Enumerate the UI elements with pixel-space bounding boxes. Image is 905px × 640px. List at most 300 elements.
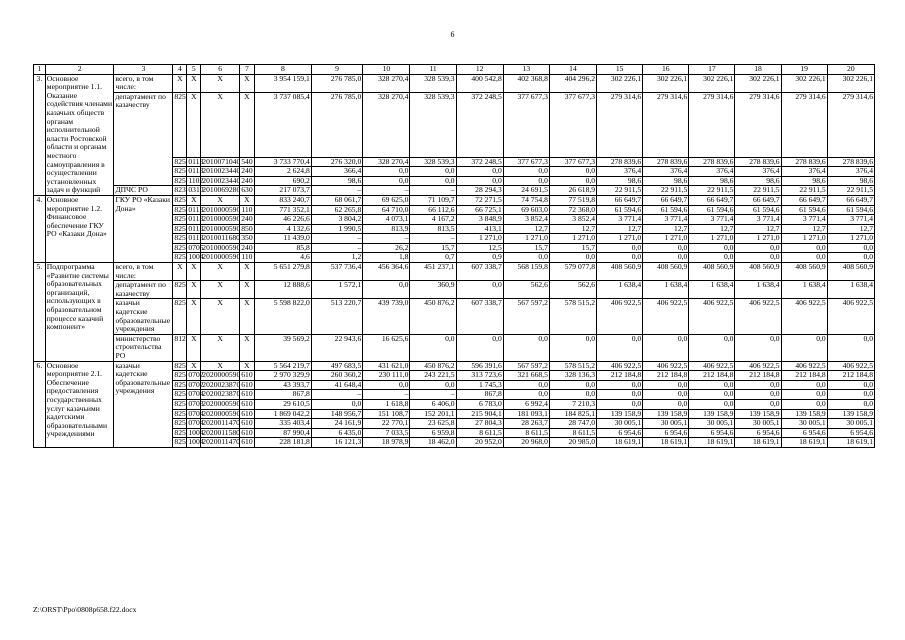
budget-code-cell: 2010000590	[202, 223, 241, 233]
amount-cell: –	[311, 243, 362, 253]
amount-cell: 6 954,6	[827, 428, 874, 438]
amount-cell: 4 132,6	[254, 224, 311, 234]
budget-code-cell: 2010011680	[202, 233, 240, 243]
amount-cell: 6 435,0	[311, 428, 362, 438]
budget-code-cell: 825	[173, 92, 187, 157]
amount-cell: 181 093,1	[503, 409, 549, 419]
amount-cell: 66 649,7	[781, 195, 827, 205]
amount-cell: 302 226,1	[827, 74, 874, 92]
amount-cell: 276 785,0	[311, 74, 362, 92]
amount-cell: 98,6	[827, 176, 874, 186]
column-number-cell: 3	[114, 65, 173, 75]
budget-code-cell: Х	[173, 74, 187, 92]
amount-cell: 302 226,1	[735, 74, 781, 92]
amount-cell: 24 691,5	[503, 186, 549, 196]
budget-code-cell: 0705	[188, 242, 204, 252]
budget-code-cell: 2010000590	[202, 204, 241, 214]
amount-cell: 0,0	[549, 167, 596, 177]
budget-code-cell: 0113	[188, 204, 204, 214]
amount-cell: 431 621,0	[363, 361, 410, 371]
amount-cell: 771 352,1	[254, 205, 311, 215]
amount-cell: 0,0	[410, 334, 456, 361]
executor-cell: казачьи кадетские образовательные учреждения	[114, 361, 173, 447]
amount-cell: 20 968,0	[503, 438, 549, 448]
budget-code-cell: Х	[239, 299, 254, 334]
measure-name-cell: Основное мероприятие 2.1. Обеспечение предоставления государственных услуг казачьими кадетскими образовательными учреждениями	[45, 361, 114, 447]
budget-code-cell: 1004	[188, 437, 204, 447]
column-number-cell: 19	[781, 65, 827, 75]
budget-code-cell: 825	[173, 299, 187, 334]
executor-cell: всего, в том числе:	[114, 74, 173, 92]
amount-cell: 6 783,0	[456, 399, 503, 409]
amount-cell: 1 638,4	[735, 281, 781, 299]
budget-code-cell: 610	[241, 398, 253, 408]
amount-cell: –	[410, 390, 456, 400]
budget-code-cell: 823	[174, 185, 186, 195]
amount-cell: 16 121,3	[311, 438, 362, 448]
amount-cell: 69 603,0	[503, 205, 549, 215]
amount-cell: 279 314,6	[597, 92, 643, 157]
budget-code-cell: 825	[174, 379, 186, 389]
measure-name-cell: Основное мероприятие 1.1. Оказание содействия членами казачьих обществ органам исполнительной власти Ростовской области и органам местного самоуправления в осуществлении установленных задач и функций	[46, 73, 113, 195]
amount-cell: 376,4	[827, 167, 874, 177]
amount-cell: 22 911,5	[643, 186, 689, 196]
column-number-cell: 12	[456, 65, 503, 75]
amount-cell: 228 181,8	[254, 438, 311, 448]
amount-cell: 5 598 822,0	[254, 299, 311, 334]
amount-cell: 279 314,6	[781, 92, 827, 157]
amount-cell: 20 952,0	[456, 438, 503, 448]
amount-cell: 0,0	[689, 390, 735, 400]
budget-code-cell: Х	[187, 361, 201, 371]
budget-code-cell: 2020000590	[202, 370, 241, 380]
amount-cell: 690,2	[254, 176, 311, 186]
amount-cell: 212 184,8	[597, 371, 643, 381]
budget-code-cell: Х	[239, 92, 254, 157]
amount-cell: 3 771,4	[781, 215, 827, 225]
column-number-cell: 9	[311, 65, 362, 75]
amount-cell: –	[311, 186, 362, 196]
budget-code-cell: 110	[241, 204, 253, 214]
amount-cell: 1 271,0	[643, 234, 689, 244]
budget-code-cell: 0702	[188, 370, 204, 380]
budget-code-cell: 825	[174, 156, 186, 166]
amount-cell: 2 970 329,9	[254, 371, 311, 381]
amount-cell: 0,0	[781, 390, 827, 400]
amount-cell: 302 226,1	[597, 74, 643, 92]
table-row	[34, 334, 875, 361]
amount-cell: 328 539,3	[410, 92, 456, 157]
amount-cell: 279 314,6	[643, 92, 689, 157]
amount-cell: 12,7	[643, 224, 689, 234]
amount-cell: 456 364,6	[363, 263, 410, 281]
amount-cell: 64 710,0	[363, 205, 410, 215]
budget-code-cell: 2010023440	[202, 166, 241, 176]
amount-cell: 451 237,1	[410, 263, 456, 281]
amount-cell: 28 263,7	[503, 419, 549, 429]
column-number-cell: 2	[45, 65, 114, 75]
amount-cell: 562,6	[549, 281, 596, 299]
amount-cell: 6 959,8	[410, 428, 456, 438]
budget-code-cell: Х	[239, 281, 254, 299]
amount-cell: 18 619,1	[597, 438, 643, 448]
budget-code-cell: Х	[201, 92, 240, 157]
table-row	[34, 281, 875, 299]
amount-cell: 0,0	[549, 334, 596, 361]
amount-cell: 87 990,4	[254, 428, 311, 438]
amount-cell: –	[311, 390, 362, 400]
amount-cell: 335 403,4	[254, 419, 311, 429]
amount-cell: –	[363, 390, 410, 400]
amount-cell: 98,6	[311, 176, 362, 186]
budget-code-cell: 2010000590	[202, 214, 241, 224]
amount-cell: 139 158,9	[781, 409, 827, 419]
amount-cell: 0,0	[781, 253, 827, 263]
amount-cell: 607 338,7	[456, 263, 503, 281]
amount-cell: 0,0	[503, 334, 549, 361]
amount-cell: 1 271,0	[689, 234, 735, 244]
budget-code-cell: 812	[173, 334, 187, 361]
amount-cell: 278 839,6	[735, 157, 781, 167]
amount-cell: 1 638,4	[827, 281, 874, 299]
amount-cell: 12,7	[597, 224, 643, 234]
amount-cell: 404 296,2	[549, 74, 596, 92]
amount-cell: 1 990,5	[311, 224, 362, 234]
budget-code-cell: 240	[241, 214, 253, 224]
budget-code-cell: 0702	[188, 379, 204, 389]
amount-cell: 3 771,4	[735, 215, 781, 225]
amount-cell: 22 911,5	[781, 186, 827, 196]
amount-cell: 0,9	[456, 253, 503, 263]
amount-cell: 376,4	[643, 167, 689, 177]
amount-cell: 406 922,5	[689, 361, 735, 371]
budget-table	[33, 64, 875, 448]
amount-cell: –	[363, 234, 410, 244]
amount-cell: 562,6	[503, 281, 549, 299]
amount-cell: 328 539,3	[410, 157, 456, 167]
budget-code-cell: 825	[174, 408, 186, 418]
column-number-cell: 1	[34, 65, 46, 75]
amount-cell: 1 271,0	[549, 234, 596, 244]
table-row	[34, 74, 875, 92]
amount-cell: 0,0	[689, 253, 735, 263]
amount-cell: 6 954,6	[735, 428, 781, 438]
amount-cell: 278 839,6	[781, 157, 827, 167]
budget-code-cell: Х	[201, 195, 240, 205]
amount-cell: 579 077,8	[549, 263, 596, 281]
budget-code-cell: 2010069280	[202, 185, 241, 195]
amount-cell: 0,0	[597, 334, 643, 361]
amount-cell: 212 184,8	[781, 371, 827, 381]
budget-code-cell: 0113	[188, 233, 204, 243]
amount-cell: 377 677,3	[503, 92, 549, 157]
amount-cell: 276 785,0	[311, 92, 362, 157]
amount-cell: 0,0	[597, 399, 643, 409]
amount-cell: 5 651 279,8	[254, 263, 311, 281]
amount-cell: 30 005,1	[735, 419, 781, 429]
amount-cell: 408 560,9	[689, 263, 735, 281]
budget-code-cell: 825	[174, 252, 186, 262]
amount-cell: 450 876,2	[410, 299, 456, 334]
budget-code-cell: 825	[174, 398, 186, 408]
amount-cell: 29 610,5	[254, 399, 311, 409]
amount-cell: 0,0	[781, 243, 827, 253]
amount-cell: 12,5	[456, 243, 503, 253]
amount-cell: 0,0	[503, 167, 549, 177]
amount-cell: 260 360,2	[311, 371, 362, 381]
amount-cell: 1 271,0	[597, 234, 643, 244]
executor-cell: департамент по казачеству	[114, 281, 173, 299]
amount-cell: –	[363, 186, 410, 196]
amount-cell: 0,0	[735, 390, 781, 400]
executor-cell: ДПЧС РО	[114, 186, 173, 196]
budget-code-cell: 825	[174, 194, 186, 204]
amount-cell: 0,0	[827, 243, 874, 253]
amount-cell: 408 560,9	[827, 263, 874, 281]
amount-cell: 1 638,4	[781, 281, 827, 299]
amount-cell: 18 619,1	[643, 438, 689, 448]
amount-cell: 3 771,4	[597, 215, 643, 225]
amount-cell: 139 158,9	[597, 409, 643, 419]
budget-code-cell: 240	[241, 175, 253, 185]
budget-code-cell: 825	[174, 427, 186, 437]
amount-cell: 0,0	[456, 167, 503, 177]
amount-cell: 406 922,5	[827, 361, 874, 371]
amount-cell: 408 560,9	[643, 263, 689, 281]
amount-cell: 5 564 219,7	[254, 361, 311, 371]
row-number-cell: 6.	[34, 361, 46, 447]
amount-cell: 15,7	[503, 243, 549, 253]
column-number-cell: 18	[735, 65, 781, 75]
amount-cell: 578 515,2	[549, 361, 596, 371]
amount-cell: 0,0	[503, 390, 549, 400]
amount-cell: 27 804,3	[456, 419, 503, 429]
amount-cell: 7 210,3	[549, 399, 596, 409]
amount-cell: 6 992,4	[503, 399, 549, 409]
budget-code-cell: Х	[239, 263, 254, 281]
amount-cell: 3 771,4	[643, 215, 689, 225]
amount-cell: 0,0	[735, 399, 781, 409]
amount-cell: 217 073,7	[254, 186, 311, 196]
amount-cell: 0,0	[735, 253, 781, 263]
amount-cell: 1 745,3	[456, 380, 503, 390]
budget-code-cell: 825	[174, 242, 186, 252]
amount-cell: 8 611,5	[503, 428, 549, 438]
column-number-row	[34, 65, 875, 75]
amount-cell: 152 201,1	[410, 409, 456, 419]
amount-cell: 6 954,6	[643, 428, 689, 438]
amount-cell: 98,6	[781, 176, 827, 186]
amount-cell: 72 368,0	[549, 205, 596, 215]
budget-code-cell: 630	[241, 185, 253, 195]
budget-code-cell: 825	[174, 223, 186, 233]
amount-cell: 867,8	[254, 390, 311, 400]
budget-code-cell: 825	[174, 418, 186, 428]
budget-code-cell: 2010023440	[202, 175, 241, 185]
amount-cell: 0,0	[827, 380, 874, 390]
amount-cell: 302 226,1	[781, 74, 827, 92]
amount-cell: 18 619,1	[689, 438, 735, 448]
budget-code-cell: 240	[241, 166, 253, 176]
amount-cell: 279 314,6	[735, 92, 781, 157]
budget-code-cell: 610	[241, 437, 253, 447]
amount-cell: 74 754,8	[503, 195, 549, 205]
amount-cell: 39 569,2	[254, 334, 311, 361]
amount-cell: 0,0	[781, 399, 827, 409]
measure-name-cell: Основное мероприятие 1.2. Финансовое обеспечение ГКУ РО «Казаки Дона»	[45, 195, 114, 262]
amount-cell: 0,0	[827, 253, 874, 263]
table-row	[34, 186, 875, 196]
amount-cell: 0,0	[781, 334, 827, 361]
budget-code-cell: 2020011470	[202, 437, 240, 447]
column-number-cell: 10	[363, 65, 410, 75]
amount-cell: 0,0	[643, 390, 689, 400]
amount-cell: 8 611,5	[456, 428, 503, 438]
column-number-cell: 15	[597, 65, 643, 75]
amount-cell: 1 618,8	[363, 399, 410, 409]
column-number-cell: 6	[201, 65, 240, 75]
amount-cell: 15,7	[410, 243, 456, 253]
amount-cell: 66 649,7	[827, 195, 874, 205]
amount-cell: 0,0	[597, 380, 643, 390]
amount-cell: –	[410, 186, 456, 196]
amount-cell: –	[311, 234, 362, 244]
amount-cell: 3 737 085,4	[254, 92, 311, 157]
budget-code-cell: Х	[187, 281, 201, 299]
amount-cell: 0,0	[410, 380, 456, 390]
amount-cell: 139 158,9	[827, 409, 874, 419]
amount-cell: 212 184,8	[689, 371, 735, 381]
budget-code-cell: 610	[241, 418, 253, 428]
budget-code-cell: Х	[201, 281, 240, 299]
column-number-cell: 8	[254, 65, 311, 75]
amount-cell: 30 005,1	[781, 419, 827, 429]
amount-cell: 408 560,9	[735, 263, 781, 281]
amount-cell: 1 271,0	[456, 234, 503, 244]
amount-cell: 61 594,6	[689, 205, 735, 215]
budget-code-cell: 2020023870	[202, 389, 241, 399]
amount-cell: 22 911,5	[597, 186, 643, 196]
amount-cell: 406 922,5	[597, 361, 643, 371]
amount-cell: 12 888,6	[254, 281, 311, 299]
amount-cell: 1 638,4	[643, 281, 689, 299]
budget-code-cell: 240	[241, 242, 253, 252]
amount-cell: 1 271,0	[735, 234, 781, 244]
amount-cell: 1 271,0	[503, 234, 549, 244]
budget-code-cell: Х	[187, 263, 201, 281]
amount-cell: 77 519,8	[549, 195, 596, 205]
amount-cell: 30 005,1	[689, 419, 735, 429]
amount-cell: 230 111,0	[363, 371, 410, 381]
amount-cell: 568 159,8	[503, 263, 549, 281]
amount-cell: 596 391,6	[456, 361, 503, 371]
amount-cell: 0,0	[503, 380, 549, 390]
amount-cell: 406 922,5	[597, 299, 643, 334]
amount-cell: 18 619,1	[781, 438, 827, 448]
amount-cell: 6 954,6	[689, 428, 735, 438]
amount-cell: 366,4	[311, 167, 362, 177]
amount-cell: 22 911,5	[827, 186, 874, 196]
amount-cell: 1 638,4	[597, 281, 643, 299]
column-number-cell: 11	[410, 65, 456, 75]
budget-code-cell: 825	[174, 175, 186, 185]
budget-code-cell: Х	[239, 74, 254, 92]
amount-cell: 98,6	[689, 176, 735, 186]
measure-name-cell: Подпрограмма «Развитие системы образовательных организаций, использующих в образовательном процессе казачий компонент»	[45, 263, 114, 362]
amount-cell: 11 439,0	[254, 234, 311, 244]
amount-cell: 278 839,6	[827, 157, 874, 167]
budget-code-cell: 110	[241, 252, 253, 262]
amount-cell: 46 226,6	[254, 215, 311, 225]
executor-cell: министерство строительства РО	[114, 334, 173, 361]
budget-code-cell: 540	[241, 156, 253, 166]
amount-cell: 68 061,7	[311, 195, 362, 205]
amount-cell: 0,0	[311, 399, 362, 409]
budget-code-cell: 2020000590	[202, 408, 241, 418]
amount-cell: 24 161,9	[311, 419, 362, 429]
amount-cell: 360,9	[410, 281, 456, 299]
budget-code-cell: Х	[187, 74, 201, 92]
executor-cell: ГКУ РО «Казаки Дона»	[114, 195, 173, 262]
amount-cell: 0,0	[643, 399, 689, 409]
amount-cell: 302 226,1	[643, 74, 689, 92]
amount-cell: 212 184,8	[735, 371, 781, 381]
amount-cell: 1,8	[363, 253, 410, 263]
amount-cell: 0,7	[410, 253, 456, 263]
budget-code-cell: 1004	[188, 427, 204, 437]
amount-cell: 0,0	[643, 334, 689, 361]
budget-code-cell: 610	[241, 408, 253, 418]
amount-cell: 377 677,3	[549, 157, 596, 167]
amount-cell: 28 294,3	[456, 186, 503, 196]
amount-cell: 376,4	[689, 167, 735, 177]
amount-cell: 0,0	[549, 253, 596, 263]
budget-code-cell: 0113	[188, 223, 204, 233]
budget-code-cell: 850	[241, 223, 253, 233]
amount-cell: 406 922,5	[827, 299, 874, 334]
amount-cell: 0,0	[363, 167, 410, 177]
amount-cell: 66 649,7	[597, 195, 643, 205]
amount-cell: 321 668,5	[503, 371, 549, 381]
amount-cell: 372 248,5	[456, 92, 503, 157]
budget-code-cell: 825	[174, 166, 186, 176]
amount-cell: 184 825,1	[549, 409, 596, 419]
amount-cell: 376,4	[781, 167, 827, 177]
amount-cell: 22 943,6	[311, 334, 362, 361]
amount-cell: 98,6	[735, 176, 781, 186]
amount-cell: 567 597,2	[503, 299, 549, 334]
budget-code-cell: 2010071040	[202, 156, 241, 166]
amount-cell: 71 109,7	[410, 195, 456, 205]
amount-cell: 0,0	[781, 380, 827, 390]
amount-cell: 0,0	[363, 176, 410, 186]
amount-cell: 4 073,1	[363, 215, 410, 225]
amount-cell: 43 393,7	[254, 380, 311, 390]
amount-cell: 328 270,4	[363, 157, 410, 167]
amount-cell: 30 005,1	[827, 419, 874, 429]
budget-code-cell: 2020023870	[202, 379, 241, 389]
amount-cell: 12,7	[735, 224, 781, 234]
amount-cell: 1 869 042,2	[254, 409, 311, 419]
amount-cell: 22 911,5	[689, 186, 735, 196]
amount-cell: 813,5	[410, 224, 456, 234]
budget-code-cell: 610	[241, 379, 253, 389]
row-number-cell: 3.	[34, 74, 46, 195]
amount-cell: 406 922,5	[689, 299, 735, 334]
amount-cell: 1 271,0	[781, 234, 827, 244]
column-number-cell: 4	[173, 65, 187, 75]
amount-cell: 61 594,6	[735, 205, 781, 215]
